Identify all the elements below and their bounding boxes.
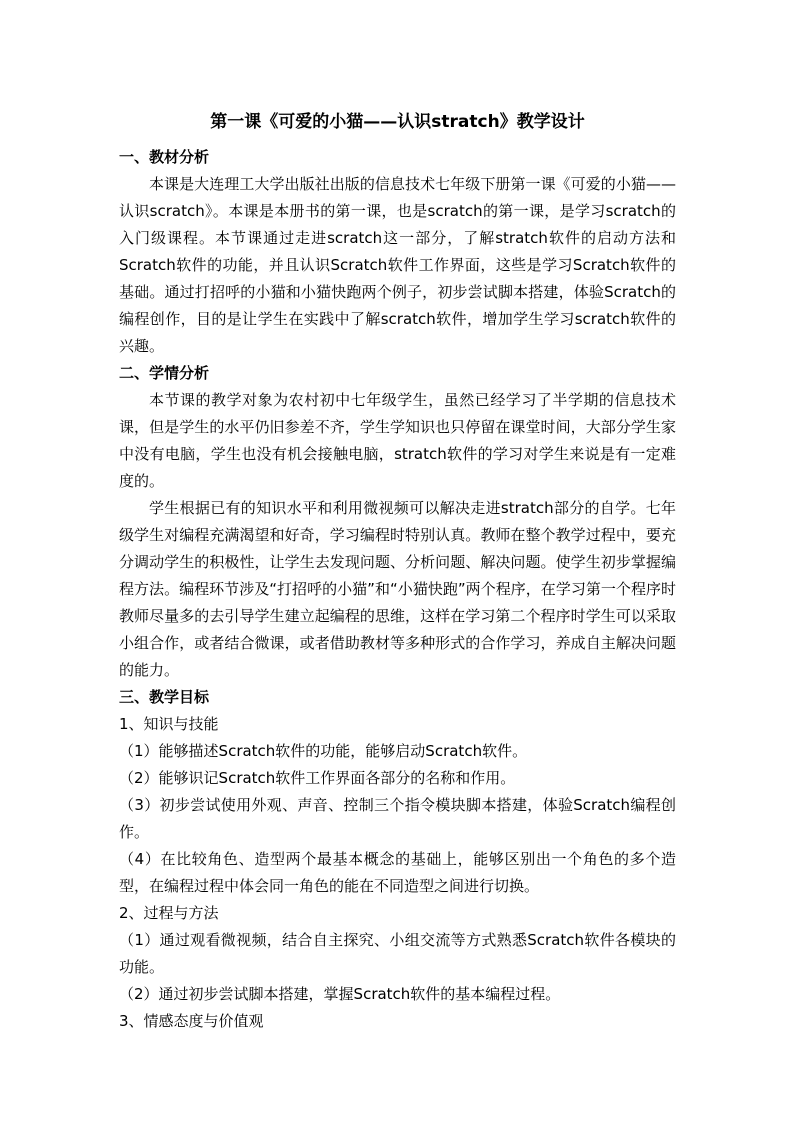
list-item: （4）在比较角色、造型两个最基本概念的基础上，能够区别出一个角色的多个造型，在编程过程中体会同一角色的能在不同造型之间进行切换。	[119, 850, 676, 895]
subheading-emotion-values: 3、情感态度与价值观	[119, 1012, 264, 1030]
subheading-process-methods: 2、过程与方法	[119, 904, 219, 922]
subheading-knowledge-skills: 1、知识与技能	[119, 715, 219, 733]
list-item: （2）通过初步尝试脚本搭建，掌握Scratch软件的基本编程过程。	[119, 985, 561, 1003]
paragraph: 本课是大连理工大学出版社出版的信息技术七年级下册第一课《可爱的小猫——认识scratch》。本课是本册书的第一课，也是scratch的第一课，是学习scratch的入门级课程。本节课通过走进scratch这一部分，了解stratch软件的启动方法和Scratch软件的功能，并且认识Scratch软件工作界面，这些是学习Scratch软件的基础。通过打招呼的小猫和小猫快跑两个例子，初步尝试脚本搭建，体验Scratch的编程创作，目的是让学生在实践中了解scratch软件，增加学生学习scratch软件的兴趣。	[119, 175, 676, 355]
paragraph: 本节课的教学对象为农村初中七年级学生，虽然已经学习了半学期的信息技术课，但是学生的水平仍旧参差不齐，学生学知识也只停留在课堂时间，大部分学生家中没有电脑，学生也没有机会接触电脑，stratch软件的学习对学生来说是有一定难度的。	[119, 391, 676, 490]
section-heading-learner-analysis: 二、学情分析	[119, 364, 210, 382]
section-heading-textbook-analysis: 一、教材分析	[119, 148, 210, 166]
document-page	[119, 108, 676, 1035]
list-item: （3）初步尝试使用外观、声音、控制三个指令模块脚本搭建，体验Scratch编程创作。	[119, 796, 676, 841]
list-item: （2）能够识记Scratch软件工作界面各部分的名称和作用。	[119, 769, 516, 787]
paragraph: 学生根据已有的知识水平和利用微视频可以解决走进stratch部分的自学。七年级学生对编程充满渴望和好奇，学习编程时特别认真。教师在整个教学过程中，要充分调动学生的积极性，让学生去发现问题、分析问题、解决问题。使学生初步掌握编程方法。编程环节涉及“打招呼的小猫”和“小猫快跑”两个程序，在学习第一个程序时教师尽量多的去引导学生建立起编程的思维，这样在学习第二个程序时学生可以采取小组合作，或者结合微课，或者借助教材等多种形式的合作学习，养成自主解决问题的能力。	[119, 499, 676, 679]
list-item: （1）能够描述Scratch软件的功能，能够启动Scratch软件。	[119, 742, 528, 760]
list-item: （1）通过观看微视频，结合自主探究、小组交流等方式熟悉Scratch软件各模块的功能。	[119, 931, 676, 976]
document-title: 第一课《可爱的小猫——认识stratch》教学设计	[210, 112, 585, 132]
section-heading-teaching-objectives: 三、教学目标	[119, 688, 210, 706]
